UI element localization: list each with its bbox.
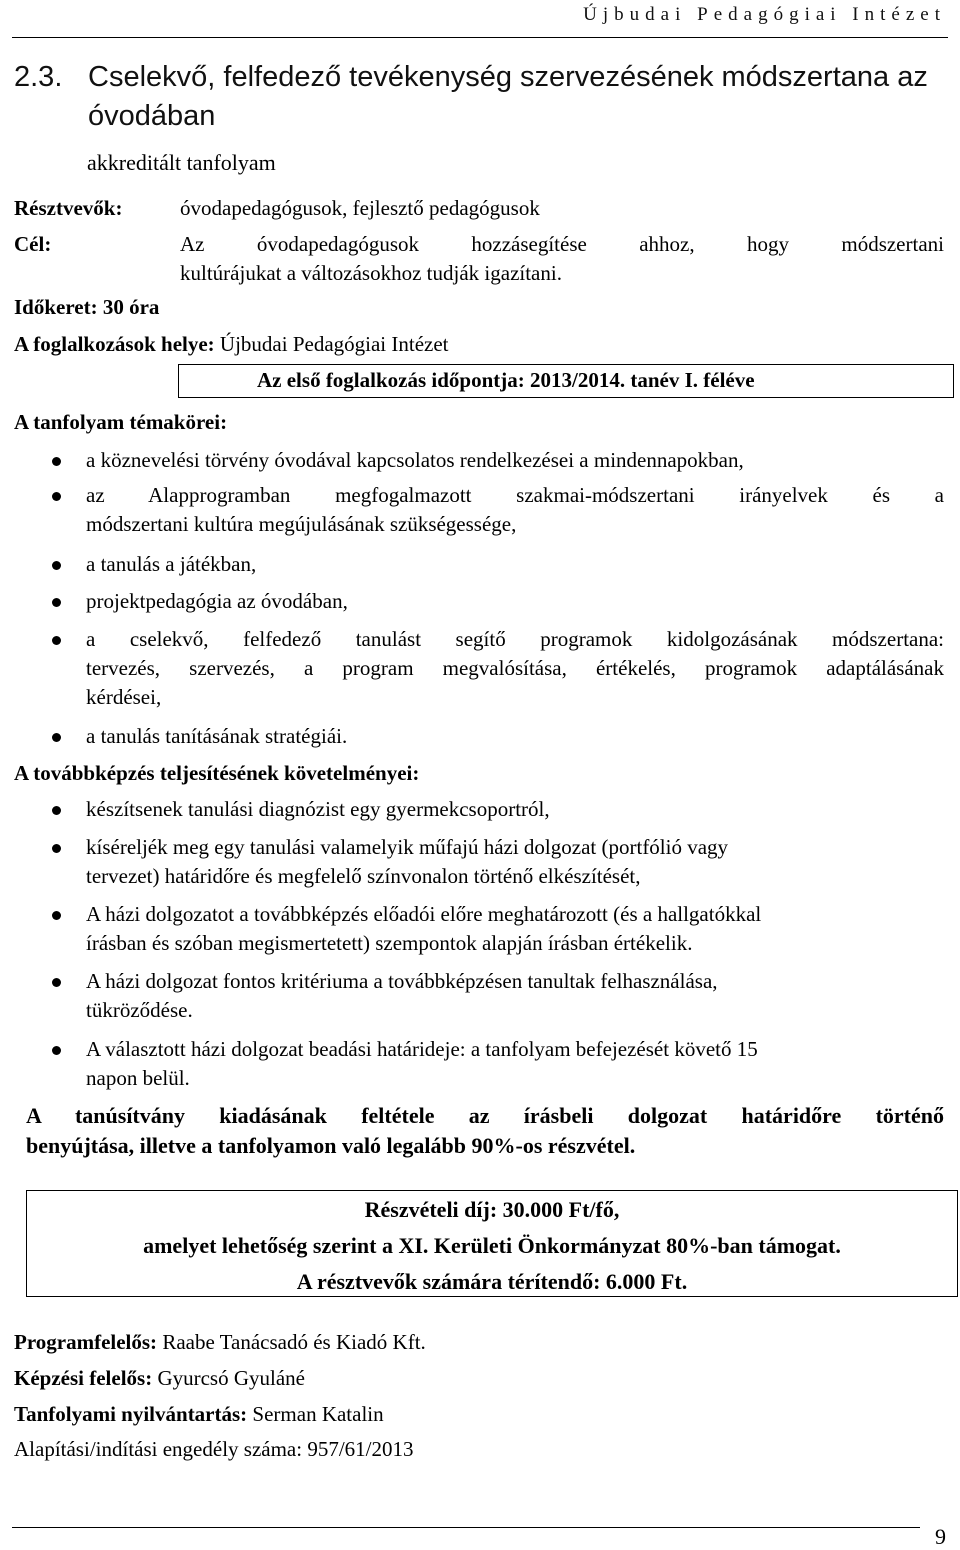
bullet-icon	[52, 598, 61, 607]
timeframe-label: Időkeret:	[14, 295, 98, 319]
location-value: Újbudai Pedagógiai Intézet	[219, 332, 449, 356]
list-item: a cselekvő, felfedező tanulást segítő programok kidolgozásának módszertana:	[86, 625, 944, 654]
footer-rule	[12, 1527, 920, 1528]
certificate-condition	[26, 1101, 944, 1161]
program-responsible: Programfelelős: Raabe Tanácsadó és Kiadó Kft.	[14, 1330, 426, 1354]
bullet-icon	[52, 457, 61, 466]
training-responsible: Képzési felelős: Gyurcsó Gyuláné	[14, 1366, 305, 1390]
section-number: 2.3.	[14, 61, 63, 93]
location-label: A foglalkozások helye:	[14, 332, 215, 356]
running-header: Újbudai Pedagógiai Intézet	[583, 4, 946, 25]
list-item: a köznevelési törvény óvodával kapcsolatos rendelkezései a mindennapokban,	[86, 446, 944, 475]
section-title	[14, 58, 946, 136]
fee-line-1: Részvételi díj: 30.000 Ft/fő,	[364, 1197, 620, 1222]
topics-heading: A tanfolyam témakörei:	[14, 410, 228, 434]
requirements-heading: A továbbképzés teljesítésének követelményei:	[14, 761, 420, 785]
certificate-line-1: A tanúsítvány kiadásának feltétele az írásbeli dolgozat határidőre történő	[26, 1103, 944, 1128]
bullet-icon	[52, 978, 61, 987]
list-item: kíséreljék meg egy tanulási valamelyik műfajú házi dolgozat (portfólió vagy	[86, 833, 944, 862]
goal-label: Cél:	[14, 232, 52, 256]
list-item-continuation: tervezet) határidőre és megfelelő színvonalon történő elkészítését,	[86, 864, 641, 888]
section-title-text: Cselekvő, felfedező tevékenység szervezésének módszertana az óvodában	[88, 61, 928, 132]
list-item: A választott házi dolgozat beadási határideje: a tanfolyam befejezését követő 15	[86, 1035, 944, 1064]
bullet-icon	[52, 1046, 61, 1055]
goal-line-2: kultúrájukat a változásokhoz tudják igazítani.	[180, 261, 562, 285]
list-item: az Alapprogramban megfogalmazott szakmai-módszertani irányelvek és a	[86, 481, 944, 510]
list-item-continuation: tervezés, szervezés, a program megvalósítása, értékelés, programok adaptálásának	[86, 656, 944, 680]
registry: Tanfolyami nyilvántartás: Serman Katalin	[14, 1402, 384, 1426]
fee-line-2: amelyet lehetőség szerint a XI. Kerületi Önkormányzat 80%-ban támogat.	[143, 1233, 841, 1258]
bullet-icon	[52, 492, 61, 501]
timeframe-value: 30 óra	[102, 295, 160, 319]
list-item-continuation: módszertani kultúra megújulásának szükségessége,	[86, 512, 517, 536]
bullet-icon	[52, 733, 61, 742]
list-item-continuation: írásban és szóban megismertetett) szempontok alapján írásban értékelik.	[86, 931, 693, 955]
list-item-continuation: kérdései,	[86, 685, 162, 709]
list-item: a tanulás a játékban,	[86, 550, 944, 579]
header-rule	[12, 37, 948, 38]
list-item: A házi dolgozat fontos kritériuma a továbbképzésen tanultak felhasználása,	[86, 967, 944, 996]
certificate-line-2: benyújtása, illetve a tanfolyamon való legalább 90%-os részvétel.	[26, 1133, 636, 1158]
participants-label: Résztvevők:	[14, 196, 123, 220]
goal-value	[180, 230, 944, 288]
list-item: készítsenek tanulási diagnózist egy gyermekcsoportról,	[86, 795, 944, 824]
bullet-icon	[52, 636, 61, 645]
list-item-continuation: tükröződése.	[86, 998, 193, 1022]
list-item-continuation: napon belül.	[86, 1066, 190, 1090]
bullet-icon	[52, 561, 61, 570]
list-item: projektpedagógia az óvodában,	[86, 587, 944, 616]
license-number: Alapítási/indítási engedély száma: 957/61/2013	[14, 1437, 414, 1461]
page-number: 9	[935, 1524, 946, 1549]
location	[14, 330, 449, 358]
bullet-icon	[52, 806, 61, 815]
timeframe	[14, 293, 159, 321]
bullet-icon	[52, 911, 61, 920]
fee-box	[26, 1190, 958, 1297]
fee-line-3: A résztvevők számára térítendő: 6.000 Ft.	[296, 1269, 688, 1294]
list-item: a tanulás tanításának stratégiái.	[86, 722, 944, 751]
list-item: A házi dolgozatot a továbbképzés előadói előre meghatározott (és a hallgatókkal	[86, 900, 944, 929]
participants-value: óvodapedagógusok, fejlesztő pedagógusok	[180, 196, 540, 220]
first-session-box: Az első foglalkozás időpontja: 2013/2014. tanév I. féléve	[178, 364, 954, 398]
goal-line-1: Az óvodapedagógusok hozzásegítése ahhoz, hogy módszertani	[180, 232, 944, 256]
section-subtitle: akkreditált tanfolyam	[87, 150, 276, 175]
bullet-icon	[52, 844, 61, 853]
